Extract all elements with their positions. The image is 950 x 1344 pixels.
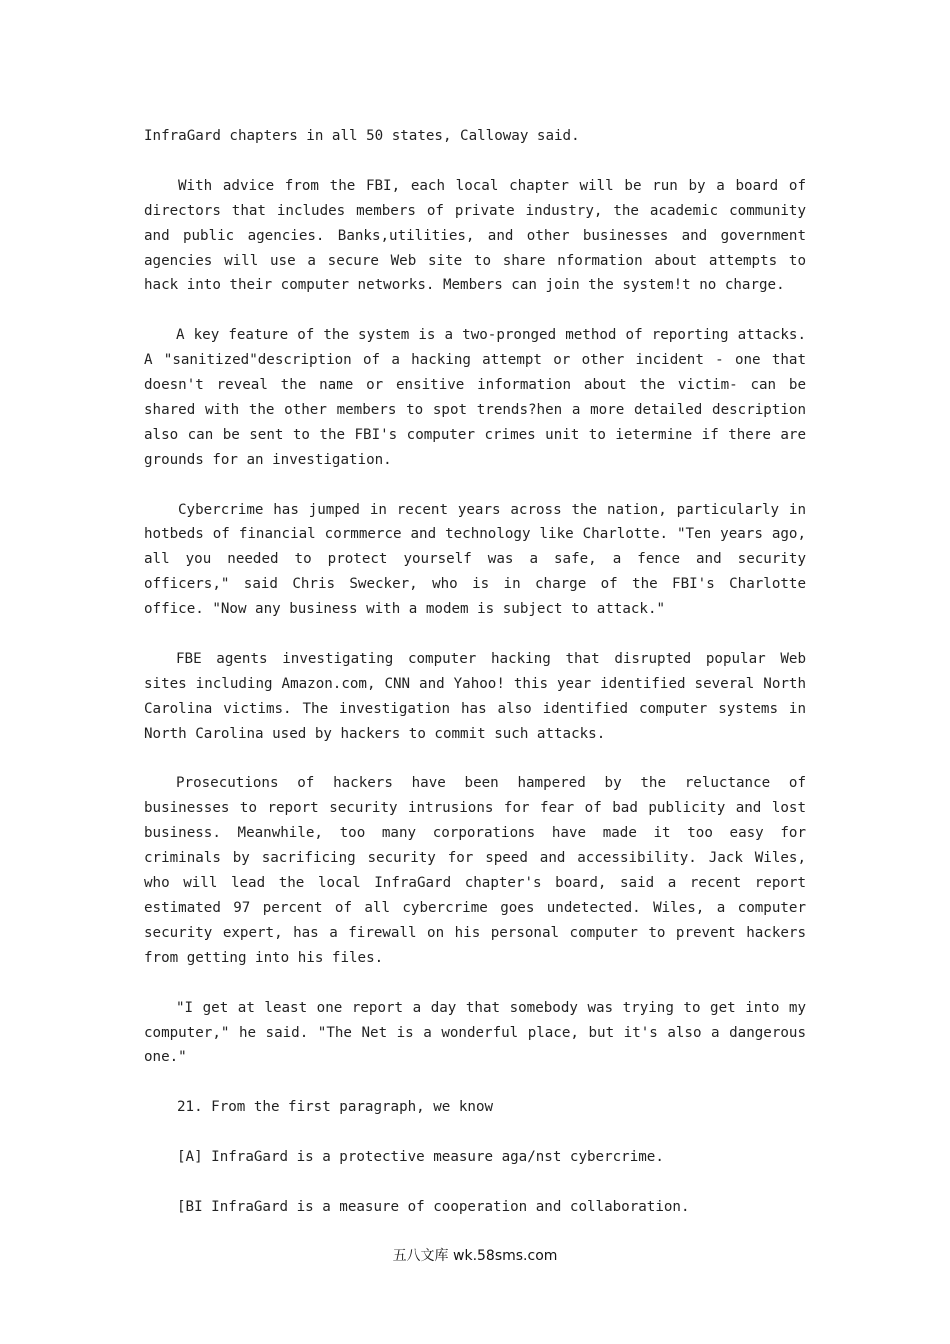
paragraph-3: A key feature of the system is a two-pronged method of reporting attacks. A "sanitized"description of a hacking attempt or other incident - one that doesn't reveal the name or ensitive information about the victim- can be shared with the other members to spot trends?hen a more detailed description also can be sent to the FBI's computer crimes unit to ietermine if there are grounds for an investigation. <box>144 327 806 468</box>
paragraph-5: FBE agents investigating computer hacking that disrupted popular Web sites including Amazon.com, CNN and Yahoo! this year identified several North Carolina victims. The investigation has also identified computer systems in North Carolina used by hackers to commit such attacks. <box>144 650 806 742</box>
option-b: [BI InfraGard is a measure of cooperation and collaboration. <box>177 1198 690 1215</box>
paragraph-1: InfraGard chapters in all 50 states, Calloway said. <box>144 128 580 144</box>
paragraph-6: Prosecutions of hackers have been hampered by the reluctance of businesses to report security intrusions for fear of bad publicity and lost business. Meanwhile, too many corporations have made it too easy for criminals by sacrificing security for speed and accessibility. Jack Wiles, who will lead the local InfraGard chapter's board, said a recent report estimated 97 percent of all cybercrime goes undetected. Wiles, a computer security expert, has a firewall on his personal computer to prevent hackers from getting into his files. <box>144 775 806 966</box>
footer-watermark: 五八文库 wk.58sms.com <box>392 1248 558 1264</box>
paragraph-7: "I get at least one report a day that somebody was trying to get into my computer," he said. "The Net is a wonderful place, but it's also a dangerous one." <box>144 999 806 1066</box>
document-body <box>144 124 806 1245</box>
paragraph-4: Cybercrime has jumped in recent years across the nation, particularly in hotbeds of financial cormmerce and technology like Charlotte. "Ten years ago, all you needed to protect yourself was a safe, a fence and security officers," said Chris Swecker, who is in charge of the FBI's Charlotte office. "Now any business with a modem is subject to attack." <box>144 501 806 618</box>
question-21: 21. From the first paragraph, we know <box>177 1099 494 1116</box>
option-a: [A] InfraGard is a protective measure aga/nst cybercrime. <box>177 1149 664 1166</box>
paragraph-2: With advice from the FBI, each local chapter will be run by a board of directors that includes members of private industry, the academic community and public agencies. Banks,utilities, and other businesses and government agencies will use a secure Web site to share nformation about attempts to hack into their computer networks. Members can join the system!t no charge. <box>144 177 806 294</box>
